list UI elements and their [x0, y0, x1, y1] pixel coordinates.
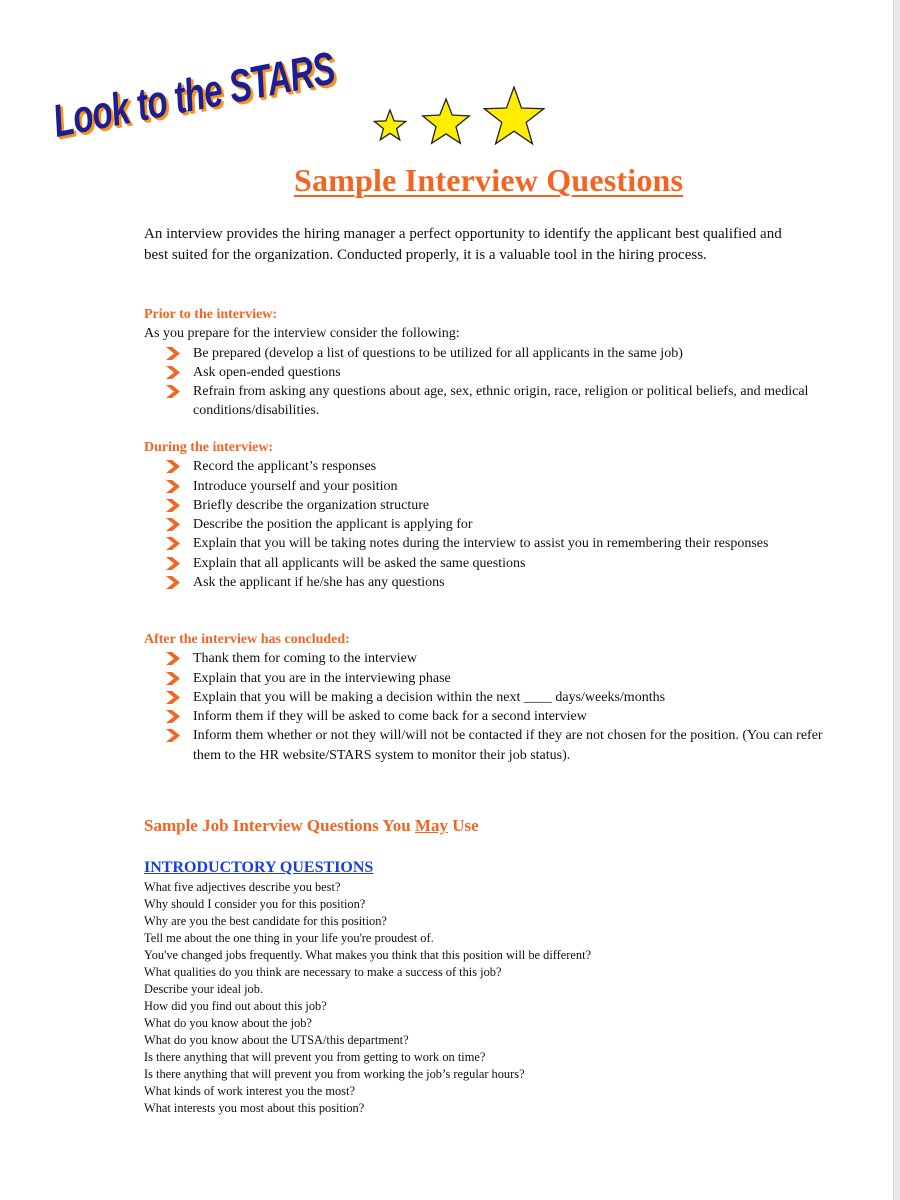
list-item: Briefly describe the organization structure [166, 496, 824, 515]
list-item: Ask the applicant if he/she has any questions [166, 573, 824, 592]
question-item: You've changed jobs frequently. What makes you think that this position will be different? [144, 948, 592, 962]
section-during [144, 438, 824, 592]
list-item: Introduce yourself and your position [166, 477, 824, 496]
list-item: Explain that you will be taking notes during the interview to assist you in remembering their responses [166, 534, 824, 553]
bullet-list [144, 649, 824, 765]
bullet-list [144, 344, 824, 421]
star-icon-large [484, 87, 544, 144]
question-item: What kinds of work interest you the most? [144, 1084, 355, 1098]
stars-graphic [360, 80, 560, 150]
chevron-right-icon [166, 672, 180, 685]
list-item: Explain that you are in the interviewing phase [166, 669, 824, 688]
chevron-right-icon [166, 557, 180, 570]
chevron-right-icon [166, 460, 180, 473]
sample-questions-heading: Sample Job Interview Questions You May Use [144, 816, 479, 835]
chevron-right-icon [166, 518, 180, 531]
introductory-questions-heading: INTRODUCTORY QUESTIONS [144, 859, 374, 876]
intro-paragraph: An interview provides the hiring manager a perfect opportunity to identify the applicant best qualified and best suited for the organization. Conducted properly, it is a valuable tool in the hiring process. [144, 226, 782, 263]
section-lead: As you prepare for the interview consider the following: [144, 326, 460, 342]
question-item: What qualities do you think are necessary to make a success of this job? [144, 965, 502, 979]
section-after [144, 630, 824, 765]
section-heading: During the interview: [144, 440, 274, 455]
list-item: Inform them whether or not they will/will not be contacted if they are not chosen for the position. (You can refer them to the HR website/STARS system to monitor their job status). [166, 726, 824, 765]
question-item: Why are you the best candidate for this position? [144, 914, 387, 928]
question-item: Is there anything that will prevent you from getting to work on time? [144, 1050, 486, 1064]
list-item: Ask open-ended questions [166, 363, 824, 382]
list-item: Thank them for coming to the interview [166, 649, 824, 668]
question-list [144, 879, 784, 1117]
list-item: Explain that all applicants will be asked the same questions [166, 554, 824, 573]
bullet-list [144, 457, 824, 592]
question-item: Describe your ideal job. [144, 982, 264, 996]
list-item: Refrain from asking any questions about age, sex, ethnic origin, race, religion or political beliefs, and medical conditions/disabilities. [166, 382, 824, 421]
question-item: What do you know about the job? [144, 1016, 312, 1030]
list-item: Inform them if they will be asked to come back for a second interview [166, 707, 824, 726]
list-item: Be prepared (develop a list of questions to be utilized for all applicants in the same job) [166, 344, 824, 363]
may-emphasis: May [414, 816, 448, 835]
star-icon-small [374, 110, 405, 140]
question-item: Tell me about the one thing in your life you're proudest of. [144, 931, 434, 945]
chevron-right-icon [166, 729, 180, 742]
question-item: What interests you most about this position? [144, 1101, 365, 1115]
chevron-right-icon [166, 385, 180, 398]
question-item: What five adjectives describe you best? [144, 880, 341, 894]
question-item: Why should I consider you for this position? [144, 897, 366, 911]
list-item: Describe the position the applicant is applying for [166, 515, 824, 534]
section-prior [144, 305, 824, 421]
page-edge [893, 0, 900, 1200]
page-title: Sample Interview Questions [294, 162, 684, 198]
question-item: Is there anything that will prevent you from working the job’s regular hours? [144, 1067, 525, 1081]
stars-logo: Look to the STARS [48, 41, 339, 147]
chevron-right-icon [166, 480, 180, 493]
list-item: Record the applicant’s responses [166, 457, 824, 476]
chevron-right-icon [166, 537, 180, 550]
chevron-right-icon [166, 347, 180, 360]
chevron-right-icon [166, 576, 180, 589]
list-item: Explain that you will be making a decision within the next ____ days/weeks/months [166, 688, 824, 707]
chevron-right-icon [166, 652, 180, 665]
chevron-right-icon [166, 691, 180, 704]
chevron-right-icon [166, 499, 180, 512]
star-icon-medium [423, 99, 470, 143]
question-item: How did you find out about this job? [144, 999, 327, 1013]
question-item: What do you know about the UTSA/this department? [144, 1033, 409, 1047]
chevron-right-icon [166, 710, 180, 723]
section-heading: After the interview has concluded: [144, 632, 350, 647]
chevron-right-icon [166, 366, 180, 379]
section-heading: Prior to the interview: [144, 307, 278, 322]
